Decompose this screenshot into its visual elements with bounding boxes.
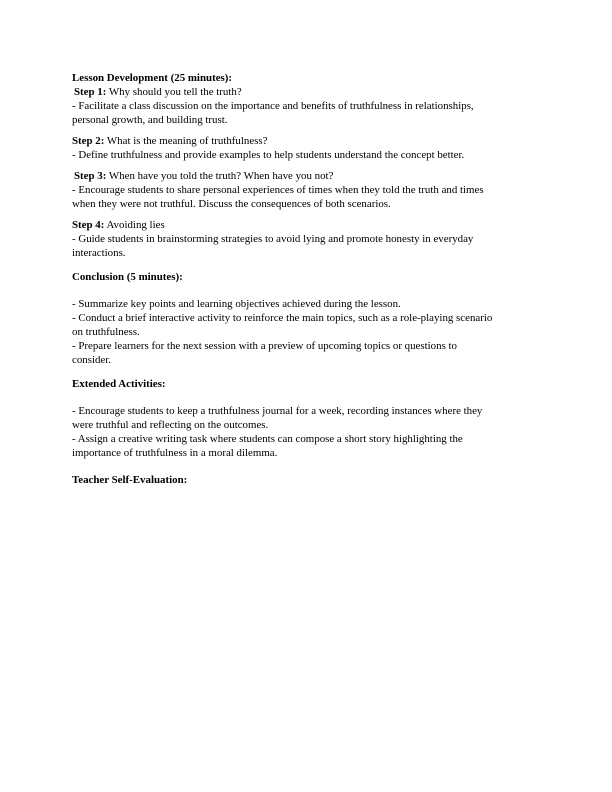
step3-title (72, 169, 542, 183)
step3-text-line: - Encourage students to share personal experiences of times when they told the truth and times (72, 184, 484, 196)
conclusion-line: - Summarize key points and learning objectives achieved during the lesson. (72, 298, 401, 310)
step1-text-line: - Facilitate a class discussion on the importance and benefits of truthfulness in relationships, (72, 100, 474, 112)
step4-label: Step 4: (72, 219, 105, 231)
conclusion-heading: Conclusion (5 minutes): (72, 271, 183, 283)
step1-label: Step 1: (74, 86, 107, 98)
step2-question: What is the meaning of truthfulness? (104, 135, 268, 147)
step2-text-line: - Define truthfulness and provide examples to help students understand the concept better. (72, 149, 465, 161)
teacher-self-evaluation-heading: Teacher Self-Evaluation: (72, 474, 188, 486)
step1-title (72, 85, 542, 99)
extended-activities-line: importance of truthfulness in a moral dilemma. (72, 447, 278, 459)
step1-question: Why should you tell the truth? (106, 86, 242, 98)
extended-activities-line: - Encourage students to keep a truthfulness journal for a week, recording instances where they (72, 405, 483, 417)
extended-activities-line: - Assign a creative writing task where students can compose a short story highlighting the (72, 433, 463, 445)
step1-text-line: personal growth, and building trust. (72, 114, 228, 126)
step4-question: Avoiding lies (104, 219, 165, 231)
extended-activities-line: were truthful and reflecting on the outcomes. (72, 419, 269, 431)
step4-text-line: - Guide students in brainstorming strategies to avoid lying and promote honesty in everyday (72, 233, 474, 245)
conclusion-line: consider. (72, 354, 112, 366)
conclusion-line: - Conduct a brief interactive activity to reinforce the main topics, such as a role-playing scenario (72, 312, 493, 324)
step4-text-line: interactions. (72, 247, 126, 259)
step2-label: Step 2: (72, 135, 105, 147)
step2-title (72, 134, 542, 148)
step4-title (72, 218, 542, 232)
step3-question: When have you told the truth? When have you not? (106, 170, 334, 182)
lesson-development-heading: Lesson Development (25 minutes): (72, 72, 233, 84)
conclusion-line: on truthfulness. (72, 326, 140, 338)
step3-label: Step 3: (74, 170, 107, 182)
step3-text-line: when they were not truthful. Discuss the consequences of both scenarios. (72, 198, 391, 210)
extended-activities-heading: Extended Activities: (72, 378, 166, 390)
conclusion-line: - Prepare learners for the next session with a preview of upcoming topics or questions to (72, 340, 458, 352)
lesson-plan-body (72, 71, 542, 487)
